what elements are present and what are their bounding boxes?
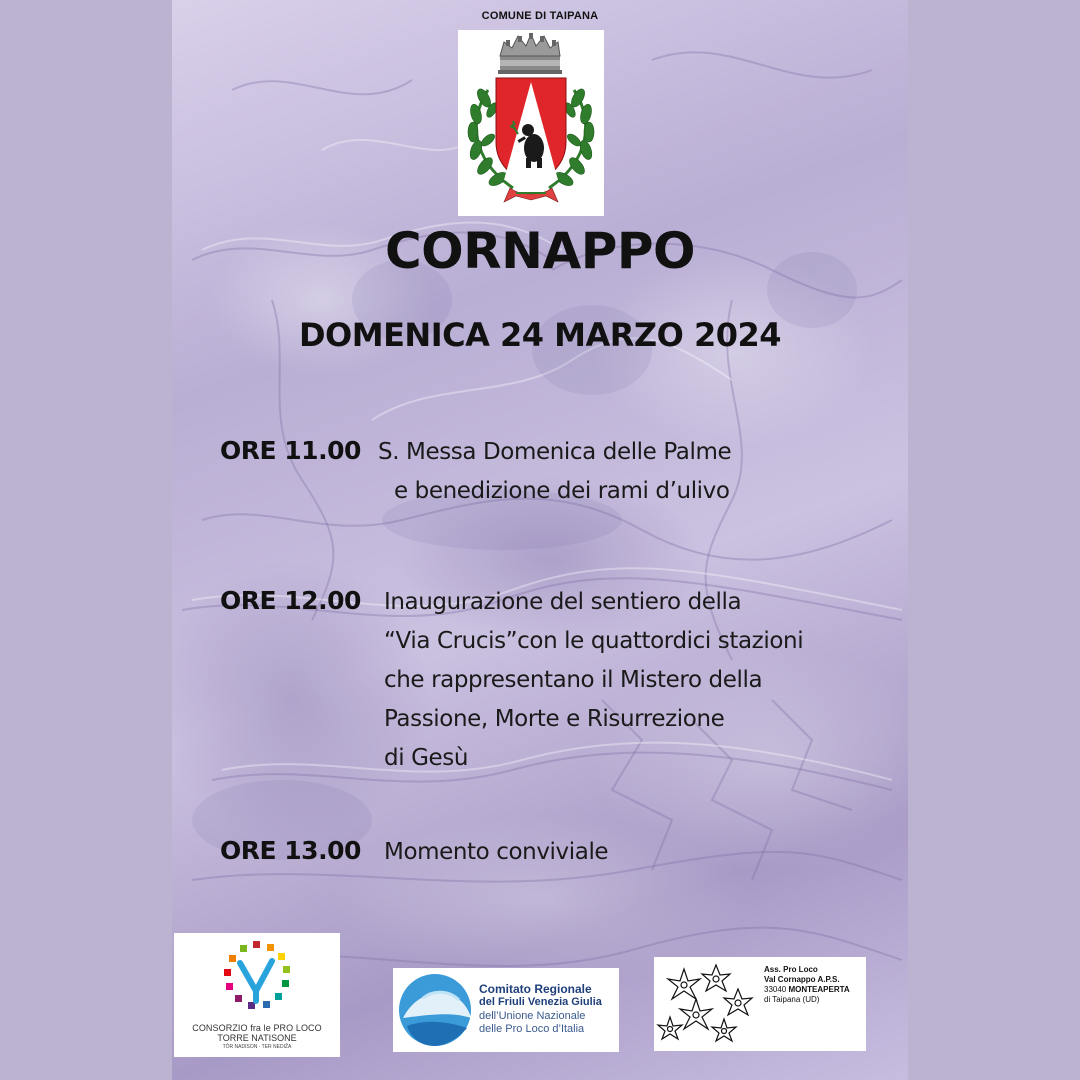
proloco-line: di Taipana (UD) <box>764 995 820 1004</box>
comune-crest <box>458 30 604 216</box>
comitato-line: Comitato Regionale <box>479 982 592 996</box>
proloco-line: Val Cornappo A.P.S. <box>764 975 840 984</box>
event-time: ORE 12.00 <box>220 586 361 615</box>
comitato-line: del Friuli Venezia Giulia <box>479 996 602 1008</box>
event-description-line: “Via Crucis”con le quattordici stazioni <box>384 628 804 654</box>
poster-background <box>172 0 908 1080</box>
comitato-logo <box>393 968 619 1052</box>
comitato-emblem-icon <box>393 968 477 1052</box>
crown-icon <box>498 33 562 74</box>
proloco-line <box>764 985 850 994</box>
consorzio-line: CONSORZIO fra le PRO LOCO <box>192 1023 322 1033</box>
comitato-line: delle Pro Loco d’Italia <box>479 1023 585 1035</box>
event-description-line: Passione, Morte e Risurrezione <box>384 706 725 732</box>
proloco-place: MONTEAPERTA <box>788 985 850 994</box>
consorzio-logo <box>174 933 340 1057</box>
event-description <box>378 433 731 511</box>
consorzio-line: TÔR NADISON · TER NEDIŽA <box>222 1044 292 1050</box>
event-description-line: Momento conviviale <box>384 839 609 865</box>
crest-emblem-icon <box>458 30 604 216</box>
consorzio-emblem-icon <box>174 933 340 1023</box>
event-time: ORE 13.00 <box>220 836 361 865</box>
event-description <box>384 583 803 778</box>
event-description-line: che rappresentano il Mistero della <box>384 667 763 693</box>
proloco-logo <box>654 957 866 1051</box>
event-time: ORE 11.00 <box>220 436 361 465</box>
consorzio-line: TORRE NATISONE <box>217 1033 297 1043</box>
proloco-postcode: 33040 <box>764 985 787 994</box>
comitato-line: dell’Unione Nazionale <box>479 1010 586 1022</box>
event-description-line: e benedizione dei rami d’ulivo <box>394 478 730 504</box>
event-description-line: Inaugurazione del sentiero della <box>384 589 742 615</box>
edelweiss-icon <box>654 957 762 1051</box>
event-description-line: S. Messa Domenica delle Palme <box>378 439 732 465</box>
proloco-line: Ass. Pro Loco <box>764 965 818 974</box>
event-description <box>384 833 608 872</box>
page-title: CORNAPPO <box>384 222 696 280</box>
comune-header: COMUNE DI TAIPANA <box>481 10 599 22</box>
event-description-line: di Gesù <box>384 745 469 771</box>
event-date: DOMENICA 24 MARZO 2024 <box>298 316 782 354</box>
